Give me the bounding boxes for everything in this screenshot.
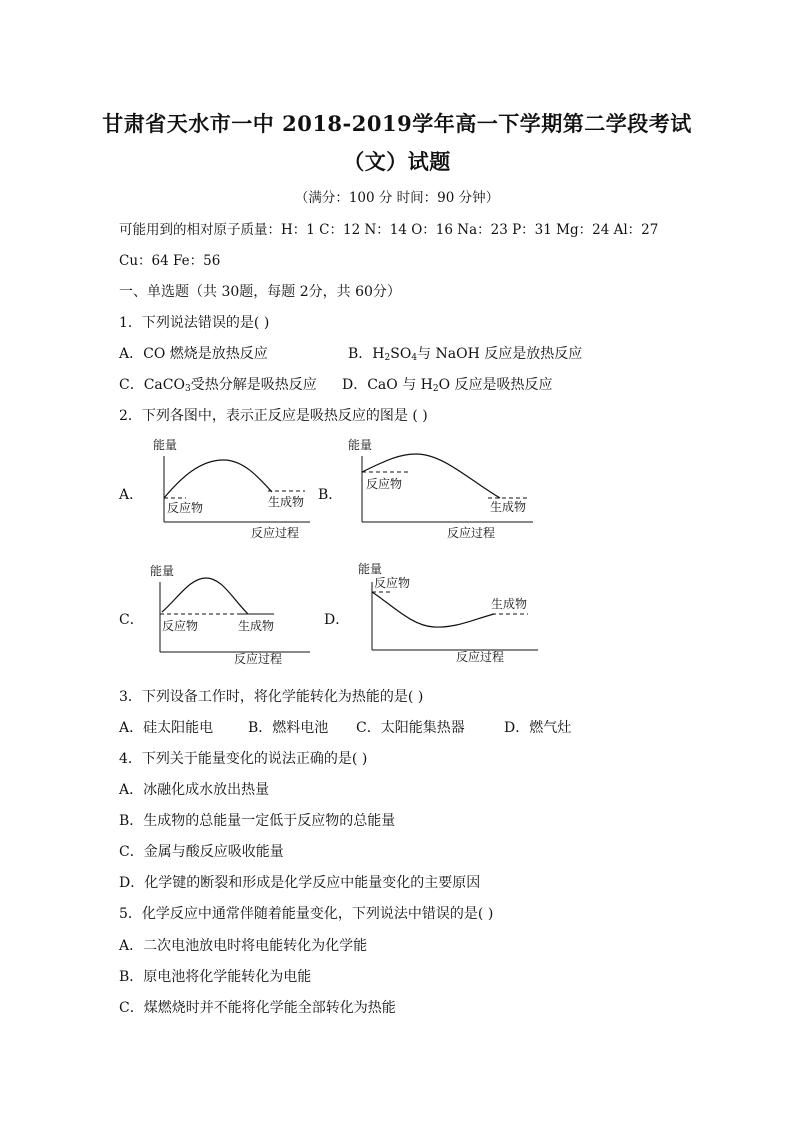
energy-diagram-d	[352, 560, 542, 670]
page-subtitle: （文）试题	[343, 149, 451, 174]
energy-diagram-c	[140, 560, 315, 670]
diagram-c-curve	[162, 578, 248, 614]
q4-option-d: D．化学键的断裂和形成是化学反应中能量变化的主要原因	[119, 875, 481, 891]
diagram-b-energy-label: 能量	[348, 438, 373, 452]
diagram-d-curve	[372, 592, 494, 627]
q3-option-d: D．燃气灶	[504, 720, 572, 736]
question-4-stem: 4．下列关于能量变化的说法正确的是( )	[119, 751, 368, 767]
q1-option-c: C．CaCO$_3$受热分解是吸热反应	[119, 377, 317, 394]
q1-option-d: D．CaO 与 $H_2O$ 反应是吸热反应	[342, 377, 553, 394]
section-heading: 一、单选题（共 30题，每题 2分，共 60分）	[119, 284, 401, 300]
diagram-a-process-label: 反应过程	[251, 526, 300, 540]
q2-label-d: D．	[324, 612, 350, 628]
diagram-d-process-label: 反应过程	[456, 650, 505, 664]
diagram-b-curve	[362, 454, 500, 498]
atomic-mass-line-2: Cu：64 Fe：56	[119, 253, 221, 269]
diagram-c-energy-label: 能量	[150, 564, 175, 578]
q2-label-a: A．	[119, 487, 144, 503]
diagram-a-curve	[164, 460, 272, 498]
diagram-a-energy-label: 能量	[153, 438, 178, 452]
q1-option-b: B．$H_2SO_4$与 NaOH 反应是放热反应	[348, 346, 583, 363]
energy-diagram-b	[338, 434, 538, 544]
atomic-mass-line-1: 可能用到的相对原子质量：H：1 C：12 N：14 O：16 Na：23 P：31 Mg：24 Al：27	[119, 222, 659, 238]
question-5-stem: 5．化学反应中通常伴随着能量变化，下列说法中错误的是( )	[119, 906, 494, 922]
diagram-a-product-label: 生成物	[268, 495, 305, 509]
question-1-stem: 1．下列说法错误的是( )	[119, 315, 270, 331]
diagram-c-product-label: 生成物	[238, 619, 275, 633]
diagram-b-reactant-label: 反应物	[366, 477, 403, 491]
q1-option-a: A．CO 燃烧是放热反应	[119, 346, 268, 362]
diagram-c-reactant-label: 反应物	[162, 619, 199, 633]
diagram-a-reactant-label: 反应物	[167, 501, 204, 515]
q5-option-a: A．二次电池放电时将电能转化为化学能	[119, 938, 368, 954]
q4-option-b: B．生成物的总能量一定低于反应物的总能量	[119, 813, 396, 829]
page-title: 甘肃省天水市一中 2018-2019学年高一下学期第二学段考试	[102, 111, 692, 136]
diagram-d-product-label: 生成物	[491, 597, 528, 611]
diagram-d-reactant-label: 反应物	[374, 576, 411, 590]
q5-option-c: C．煤燃烧时并不能将化学能全部转化为热能	[119, 1000, 396, 1016]
energy-diagram-a	[140, 434, 315, 544]
question-2-stem: 2．下列各图中，表示正反应是吸热反应的图是 ( )	[119, 408, 428, 424]
exam-meta: （满分：100 分 时间：90 分钟）	[294, 190, 500, 206]
q2-label-c: C．	[119, 612, 144, 628]
q2-label-b: B．	[318, 487, 343, 503]
q4-option-c: C．金属与酸反应吸收能量	[119, 844, 284, 860]
q5-option-b: B．原电池将化学能转化为电能	[119, 969, 312, 985]
diagram-d-energy-label: 能量	[358, 562, 383, 576]
q3-option-a: A．硅太阳能电	[119, 720, 214, 736]
diagram-c-process-label: 反应过程	[234, 652, 283, 666]
q4-option-a: A．冰融化成水放出热量	[119, 782, 270, 798]
diagram-b-process-label: 反应过程	[447, 526, 496, 540]
diagram-b-product-label: 生成物	[490, 500, 527, 514]
q3-option-b: B．燃料电池	[248, 720, 329, 736]
q3-option-c: C．太阳能集热器	[356, 720, 465, 736]
question-3-stem: 3．下列设备工作时，将化学能转化为热能的是( )	[119, 689, 424, 705]
